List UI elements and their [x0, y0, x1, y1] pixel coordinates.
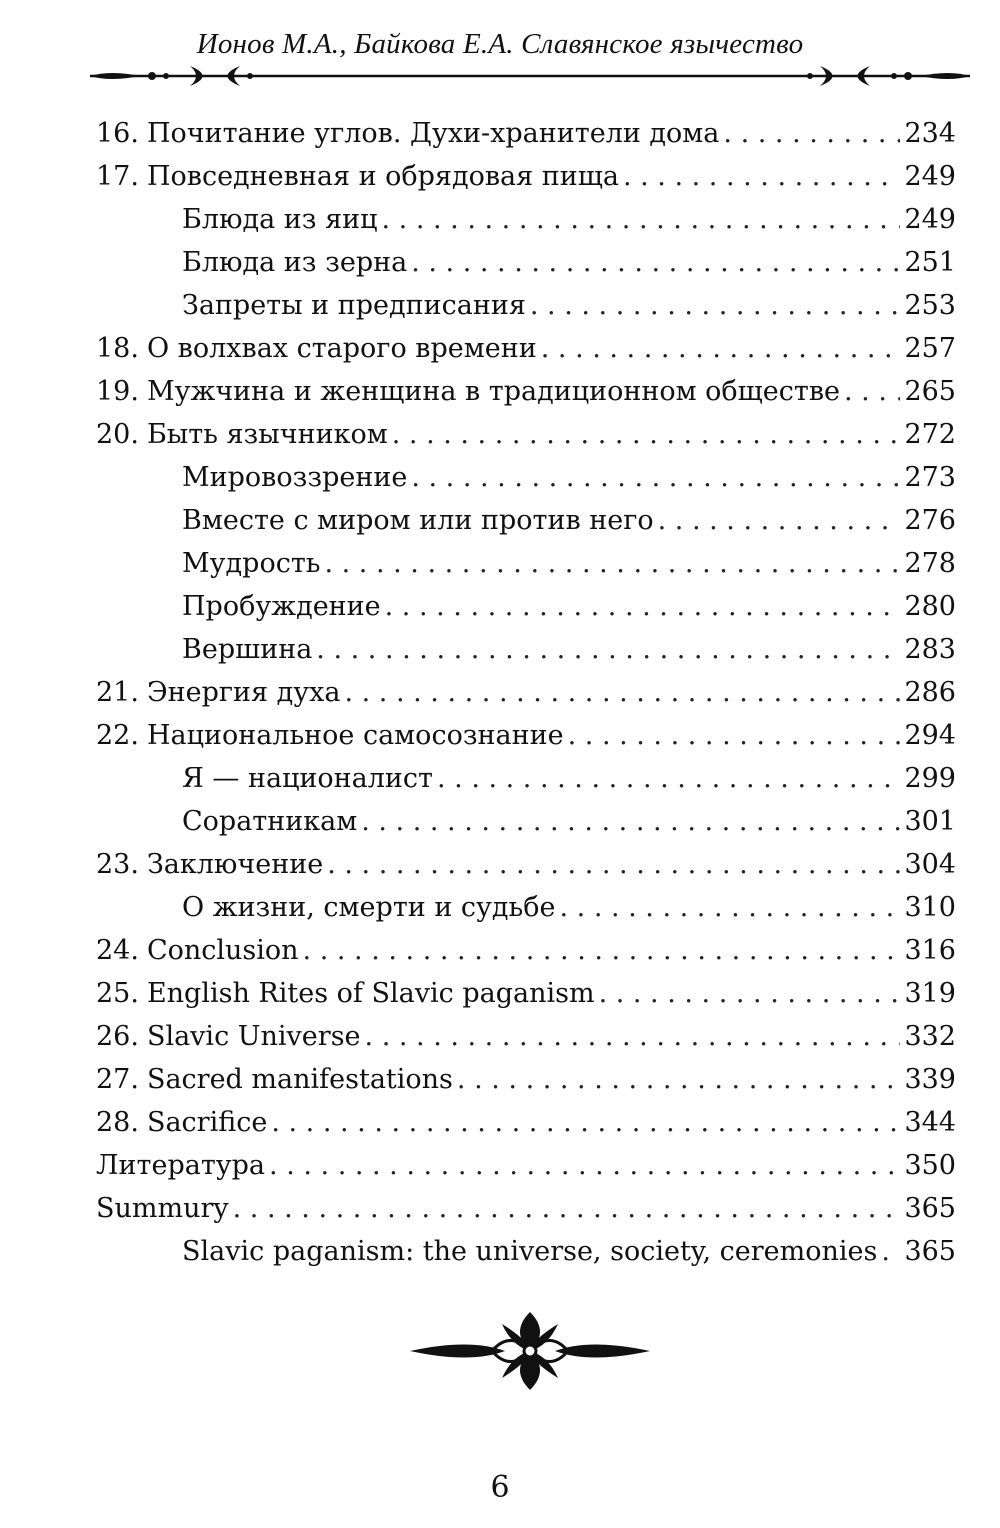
toc-entry-number: 21.: [96, 677, 139, 708]
toc-entry-title: Заключение: [146, 849, 324, 880]
toc-entry-title: Sacrifice: [146, 1107, 268, 1138]
toc-entry-title: Литература: [96, 1150, 266, 1181]
toc-entry-page: 283: [904, 634, 956, 665]
toc-entry: [96, 284, 956, 327]
dot-leader: [385, 585, 900, 628]
dot-leader: [457, 1058, 900, 1101]
toc-entry: [96, 929, 956, 972]
toc-entry-title: Summury: [96, 1193, 229, 1224]
toc-entry-page: 273: [904, 462, 956, 493]
dot-leader: [361, 800, 900, 843]
toc-entry-page: 365: [904, 1236, 956, 1267]
toc-entry-number: 27.: [96, 1064, 139, 1095]
toc-entry-number: 25.: [96, 978, 139, 1009]
toc-entry: [96, 886, 956, 929]
toc-entry-title: Пробуждение: [182, 591, 381, 622]
toc-entry-number: 24.: [96, 935, 139, 966]
toc-entry: [96, 542, 956, 585]
toc-entry-page: 316: [904, 935, 956, 966]
dot-leader: [269, 1144, 900, 1187]
dot-leader: [541, 327, 900, 370]
dot-leader: [233, 1187, 900, 1230]
dot-leader: [365, 1015, 900, 1058]
toc-entry: [96, 499, 956, 542]
header-title: Ионов М.А., Байкова Е.А. Славянское язычество: [196, 28, 804, 60]
toc-entry-title: Sacred manifestations: [146, 1064, 453, 1095]
toc-entry-title: Повседневная и обрядовая пища: [146, 161, 619, 192]
dot-leader: [324, 542, 900, 585]
toc-entry-title: Национальное самосознание: [146, 720, 564, 751]
toc-entry-page: 251: [904, 247, 956, 278]
toc-entry-number: 19.: [96, 376, 139, 407]
toc-entry-title: Быть язычником: [146, 419, 388, 450]
toc-entry: [96, 1015, 956, 1058]
dot-leader: [599, 972, 900, 1015]
toc-entry-page: 301: [904, 806, 956, 837]
toc-entry-title: Вершина: [182, 634, 313, 665]
toc-entry-page: 249: [904, 161, 956, 192]
dot-leader: [392, 413, 900, 456]
dot-leader: [411, 456, 900, 499]
toc-entry-title: Мудрость: [182, 548, 321, 579]
dot-leader: [344, 671, 900, 714]
toc-entry-page: 253: [904, 290, 956, 321]
toc-entry-title: Slavic paganism: the universe, society, ceremonies: [182, 1236, 878, 1267]
toc-entry: [96, 370, 956, 413]
toc-entry-title: О волхвах старого времени: [146, 333, 537, 364]
toc-entry-page: 234: [904, 118, 956, 149]
toc-entry-title: Почитание углов. Духи-хранители дома: [146, 118, 720, 149]
toc-entry-title: Мужчина и женщина в традиционном обществе: [146, 376, 841, 407]
toc-entry: [96, 628, 956, 671]
toc-entry-page: 365: [904, 1193, 956, 1224]
header-ornament-rule: [90, 56, 970, 96]
toc-entry-page: 276: [904, 505, 956, 536]
dot-leader: [271, 1101, 900, 1144]
toc-entry: [96, 843, 956, 886]
toc-entry-page: 319: [904, 978, 956, 1009]
page-number: 6: [490, 1470, 510, 1505]
dot-leader: [658, 499, 900, 542]
toc-entry-page: 339: [904, 1064, 956, 1095]
toc-entry-title: English Rites of Slavic paganism: [146, 978, 595, 1009]
toc-entry-number: 28.: [96, 1107, 139, 1138]
toc-entry: [96, 1058, 956, 1101]
toc-entry-number: 16.: [96, 118, 139, 149]
dot-leader: [568, 714, 900, 757]
toc-entry-title: Блюда из зерна: [182, 247, 408, 278]
dot-leader: [327, 843, 900, 886]
toc-entry: [96, 241, 956, 284]
dot-leader: [881, 1230, 900, 1273]
toc-entry: [96, 456, 956, 499]
toc-entry-number: 23.: [96, 849, 139, 880]
toc-entry-title: Slavic Universe: [146, 1021, 361, 1052]
toc-entry-title: Мировоззрение: [182, 462, 408, 493]
toc-entry-page: 265: [904, 376, 956, 407]
dot-leader: [316, 628, 900, 671]
toc-entry: [96, 413, 956, 456]
toc-entry-page: 344: [904, 1107, 956, 1138]
dot-leader: [437, 757, 900, 800]
toc-entry: [96, 800, 956, 843]
toc-entry-page: 272: [904, 419, 956, 450]
floral-ornament-icon: [410, 1310, 650, 1392]
toc-entry: [96, 714, 956, 757]
toc-entry-number: 22.: [96, 720, 139, 751]
toc-entry: [96, 585, 956, 628]
toc-entry-page: 249: [904, 204, 956, 235]
toc-entry-page: 286: [904, 677, 956, 708]
toc-entry: [96, 1144, 956, 1187]
toc-entry: [96, 1101, 956, 1144]
dot-leader: [530, 284, 900, 327]
toc-entry-page: 304: [904, 849, 956, 880]
toc-entry: [96, 1230, 956, 1273]
toc-entry: [96, 972, 956, 1015]
toc-entry-page: 257: [904, 333, 956, 364]
toc-entry-number: 26.: [96, 1021, 139, 1052]
toc-entry-title: Соратникам: [182, 806, 358, 837]
dot-leader: [382, 198, 901, 241]
toc-entry-page: 332: [904, 1021, 956, 1052]
dot-leader: [411, 241, 900, 284]
toc-entry-page: 280: [904, 591, 956, 622]
toc-entry-number: 20.: [96, 419, 139, 450]
toc-entry: [96, 671, 956, 714]
toc-entry-title: Я — националист: [182, 763, 433, 794]
toc-entry-title: Conclusion: [146, 935, 299, 966]
toc-entry-page: 278: [904, 548, 956, 579]
toc-entry-number: 18.: [96, 333, 139, 364]
toc-entry-page: 350: [904, 1150, 956, 1181]
dot-leader: [844, 370, 900, 413]
toc-entry-title: Вместе с миром или против него: [182, 505, 654, 536]
toc-entry: [96, 327, 956, 370]
toc-entry-page: 294: [904, 720, 956, 751]
dot-leader: [723, 112, 900, 155]
dot-leader: [303, 929, 900, 972]
toc-entry-page: 310: [904, 892, 956, 923]
toc-entry: [96, 757, 956, 800]
table-of-contents: [96, 112, 956, 1273]
toc-entry-title: Запреты и предписания: [182, 290, 526, 321]
dot-leader: [623, 155, 900, 198]
toc-entry-page: 299: [904, 763, 956, 794]
toc-entry-title: Энергия духа: [146, 677, 341, 708]
toc-entry: [96, 198, 956, 241]
toc-entry: [96, 1187, 956, 1230]
dot-leader: [559, 886, 900, 929]
toc-entry-number: 17.: [96, 161, 139, 192]
toc-entry: [96, 155, 956, 198]
toc-entry: [96, 112, 956, 155]
toc-entry-title: Блюда из яиц: [182, 204, 378, 235]
toc-entry-title: О жизни, смерти и судьбе: [182, 892, 556, 923]
